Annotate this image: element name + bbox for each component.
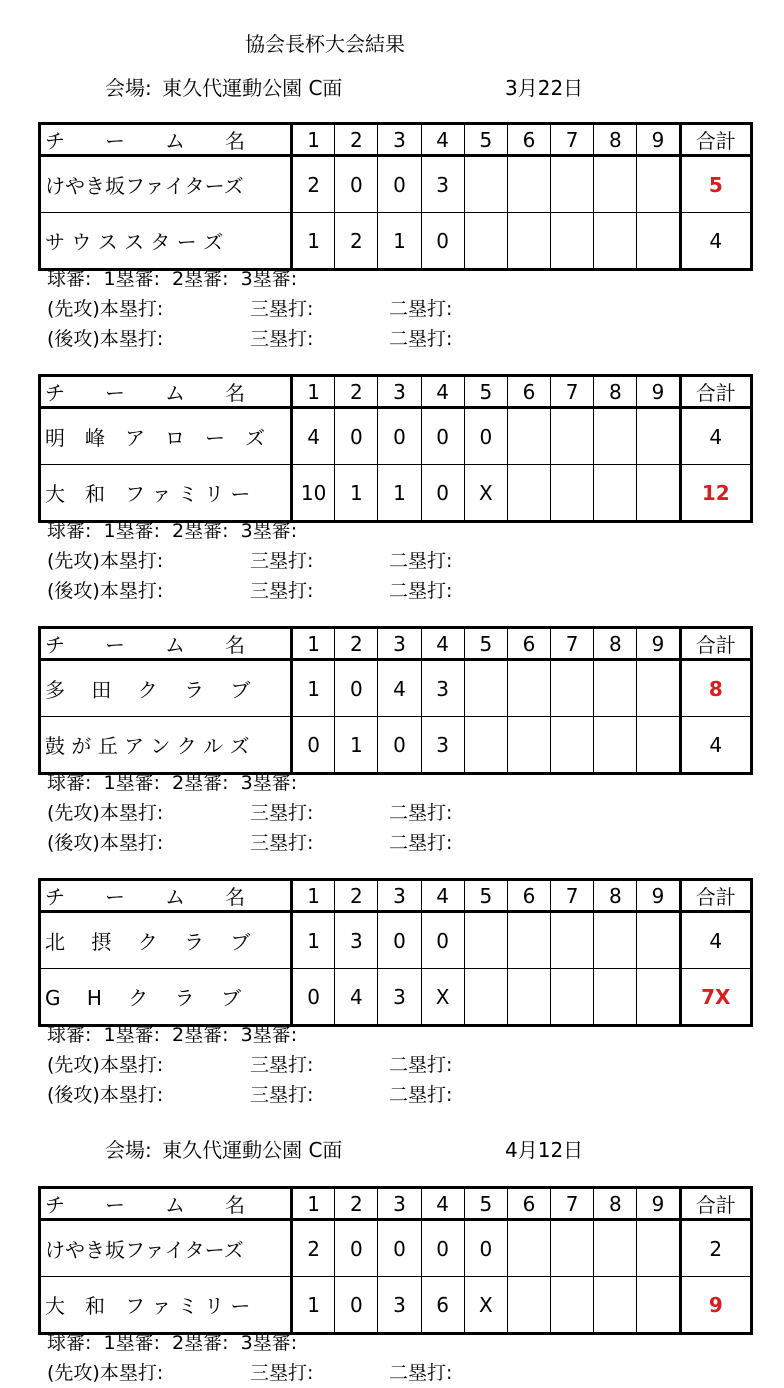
inning-score <box>637 408 680 465</box>
team-name-header: チ ー ム 名 <box>41 1189 292 1220</box>
inning-score: X <box>421 969 464 1025</box>
double-label: 二塁打: <box>389 298 453 320</box>
inning-score: 0 <box>464 1220 507 1277</box>
inning-score: 3 <box>421 156 464 213</box>
team-row <box>41 465 751 521</box>
inning-header: 6 <box>507 377 550 408</box>
inning-score: 2 <box>292 156 335 213</box>
inning-score <box>507 1220 550 1277</box>
inning-score <box>637 660 680 717</box>
header-row <box>41 125 751 156</box>
scoreboard-table <box>40 1188 751 1333</box>
inning-score: 3 <box>378 969 421 1025</box>
inning-score <box>637 1277 680 1333</box>
scoreboard-table <box>40 880 751 1025</box>
inning-header: 5 <box>464 125 507 156</box>
double-label: 二塁打: <box>389 802 453 824</box>
inning-header: 3 <box>378 377 421 408</box>
team-name: 多 田 ク ラ ブ <box>41 660 292 717</box>
inning-score: 0 <box>378 408 421 465</box>
inning-score: 0 <box>292 969 335 1025</box>
inning-score <box>551 465 594 521</box>
inning-header: 5 <box>464 629 507 660</box>
game-notes <box>47 264 453 354</box>
header-row <box>41 629 751 660</box>
homerun-label: 本塁打: <box>99 1054 164 1076</box>
total-score: 9 <box>680 1277 750 1333</box>
batting-order-label: (先攻) <box>47 550 100 572</box>
total-score: 7X <box>680 969 750 1025</box>
inning-score: 1 <box>292 660 335 717</box>
inning-header: 2 <box>335 629 378 660</box>
total-score: 8 <box>680 660 750 717</box>
triple-label: 三塁打: <box>250 298 314 320</box>
inning-score <box>637 213 680 269</box>
inning-header: 2 <box>335 377 378 408</box>
inning-header: 8 <box>594 881 637 912</box>
total-header: 合計 <box>680 629 750 660</box>
inning-header: 7 <box>551 629 594 660</box>
inning-score <box>551 717 594 773</box>
inning-score <box>464 969 507 1025</box>
umpires-label: 球審: 1塁審: 2塁審: 3塁審: <box>47 268 298 290</box>
umpires-label: 球審: 1塁審: 2塁審: 3塁審: <box>47 520 298 542</box>
inning-score <box>594 1277 637 1333</box>
scoreboard-table <box>40 376 751 521</box>
total-header: 合計 <box>680 1189 750 1220</box>
homerun-label: 本塁打: <box>99 580 164 602</box>
team-name: けやき坂ファイターズ <box>41 1220 292 1277</box>
venue-date: 3月22日 <box>505 76 584 100</box>
inning-score: 6 <box>421 1277 464 1333</box>
team-row <box>41 408 751 465</box>
inning-score <box>594 213 637 269</box>
venue-date: 4月12日 <box>505 1138 584 1162</box>
inning-score <box>594 156 637 213</box>
triple-label: 三塁打: <box>250 550 314 572</box>
total-score: 4 <box>680 408 750 465</box>
umpires-line <box>47 1020 297 1050</box>
game-notes <box>47 516 453 606</box>
inning-score: 1 <box>292 213 335 269</box>
homerun-label: 本塁打: <box>99 802 164 824</box>
batting-order-label: (先攻) <box>47 802 100 824</box>
inning-score: 3 <box>335 912 378 969</box>
inning-score <box>637 156 680 213</box>
homerun-label: 本塁打: <box>99 1362 164 1384</box>
first-batting-hits-line <box>47 1050 453 1080</box>
inning-header: 8 <box>594 1189 637 1220</box>
inning-header: 3 <box>378 1189 421 1220</box>
inning-header: 3 <box>378 629 421 660</box>
inning-score <box>551 1277 594 1333</box>
inning-score: 1 <box>292 1277 335 1333</box>
team-name: 大 和 フ ァ ミ リ ー <box>41 465 292 521</box>
inning-score: 2 <box>292 1220 335 1277</box>
double-label: 二塁打: <box>389 1362 453 1384</box>
inning-score: 0 <box>378 912 421 969</box>
inning-score: 0 <box>378 1220 421 1277</box>
inning-score <box>507 969 550 1025</box>
batting-order-label: (先攻) <box>47 1054 100 1076</box>
inning-score: 3 <box>421 717 464 773</box>
first-batting-hits-line <box>47 1358 453 1388</box>
inning-score: 0 <box>335 1277 378 1333</box>
inning-header: 1 <box>292 377 335 408</box>
inning-header: 5 <box>464 377 507 408</box>
total-score: 2 <box>680 1220 750 1277</box>
total-header: 合計 <box>680 377 750 408</box>
venue-line <box>105 72 584 101</box>
inning-header: 1 <box>292 629 335 660</box>
team-name: サ ウ ス ス タ ー ズ <box>41 213 292 269</box>
inning-score <box>464 660 507 717</box>
inning-header: 8 <box>594 125 637 156</box>
inning-header: 1 <box>292 1189 335 1220</box>
header-row <box>41 1189 751 1220</box>
inning-header: 9 <box>637 377 680 408</box>
team-row <box>41 912 751 969</box>
team-name-header: チ ー ム 名 <box>41 125 292 156</box>
total-score: 12 <box>680 465 750 521</box>
homerun-label: 本塁打: <box>99 328 164 350</box>
inning-score: 1 <box>335 465 378 521</box>
inning-header: 4 <box>421 629 464 660</box>
scoreboard-table <box>40 628 751 773</box>
header-row <box>41 881 751 912</box>
inning-score <box>507 1277 550 1333</box>
inning-header: 7 <box>551 881 594 912</box>
inning-score <box>551 213 594 269</box>
team-row <box>41 1220 751 1277</box>
inning-score <box>551 660 594 717</box>
team-name: G H ク ラ ブ <box>41 969 292 1025</box>
batting-order-label: (後攻) <box>47 832 100 854</box>
inning-header: 4 <box>421 881 464 912</box>
inning-score <box>594 465 637 521</box>
triple-label: 三塁打: <box>250 580 314 602</box>
inning-header: 6 <box>507 125 550 156</box>
batting-order-label: (後攻) <box>47 1084 100 1106</box>
inning-header: 1 <box>292 881 335 912</box>
inning-header: 9 <box>637 1189 680 1220</box>
inning-score: 1 <box>335 717 378 773</box>
team-name-header: チ ー ム 名 <box>41 881 292 912</box>
game-notes <box>47 1020 453 1110</box>
game-notes <box>47 768 453 858</box>
inning-score <box>507 156 550 213</box>
inning-header: 4 <box>421 125 464 156</box>
team-name: 明 峰 ア ロ ー ズ <box>41 408 292 465</box>
inning-score: 0 <box>335 408 378 465</box>
inning-header: 1 <box>292 125 335 156</box>
double-label: 二塁打: <box>389 328 453 350</box>
double-label: 二塁打: <box>389 580 453 602</box>
team-name: 鼓 が 丘 ア ン ク ル ズ <box>41 717 292 773</box>
inning-score: 0 <box>421 1220 464 1277</box>
inning-score: 0 <box>335 156 378 213</box>
inning-score: 0 <box>335 1220 378 1277</box>
inning-score <box>464 717 507 773</box>
inning-score: 1 <box>378 465 421 521</box>
umpires-label: 球審: 1塁審: 2塁審: 3塁審: <box>47 772 298 794</box>
triple-label: 三塁打: <box>250 1362 314 1384</box>
inning-score <box>551 969 594 1025</box>
game-notes <box>47 1328 453 1388</box>
inning-score: 4 <box>378 660 421 717</box>
team-row <box>41 1277 751 1333</box>
inning-score <box>507 912 550 969</box>
double-label: 二塁打: <box>389 832 453 854</box>
inning-score: 0 <box>421 213 464 269</box>
inning-score <box>637 912 680 969</box>
inning-header: 6 <box>507 1189 550 1220</box>
inning-header: 5 <box>464 1189 507 1220</box>
inning-header: 7 <box>551 1189 594 1220</box>
batting-order-label: (先攻) <box>47 1362 100 1384</box>
inning-header: 7 <box>551 125 594 156</box>
inning-score: X <box>464 465 507 521</box>
umpires-line <box>47 1328 297 1358</box>
double-label: 二塁打: <box>389 1054 453 1076</box>
venue-place: 東久代運動公園 C面 <box>162 1138 343 1162</box>
umpires-line <box>47 768 297 798</box>
inning-score <box>551 408 594 465</box>
inning-header: 9 <box>637 629 680 660</box>
team-name-header: チ ー ム 名 <box>41 377 292 408</box>
inning-score <box>464 912 507 969</box>
header-row <box>41 377 751 408</box>
second-batting-hits-line <box>47 576 453 606</box>
inning-score: 0 <box>292 717 335 773</box>
inning-header: 5 <box>464 881 507 912</box>
inning-score <box>507 408 550 465</box>
inning-score <box>551 1220 594 1277</box>
inning-score: 3 <box>378 1277 421 1333</box>
double-label: 二塁打: <box>389 550 453 572</box>
inning-header: 2 <box>335 881 378 912</box>
venue-label: 会場: <box>105 76 152 100</box>
inning-score <box>464 156 507 213</box>
inning-score: 0 <box>421 465 464 521</box>
inning-score: 4 <box>292 408 335 465</box>
inning-score: 0 <box>421 408 464 465</box>
inning-score: 1 <box>378 213 421 269</box>
venue-line <box>105 1134 584 1163</box>
umpires-line <box>47 264 297 294</box>
inning-header: 6 <box>507 629 550 660</box>
inning-score: 0 <box>335 660 378 717</box>
inning-score <box>594 969 637 1025</box>
umpires-label: 球審: 1塁審: 2塁審: 3塁審: <box>47 1024 298 1046</box>
inning-header: 2 <box>335 1189 378 1220</box>
inning-score <box>551 912 594 969</box>
inning-score: 4 <box>335 969 378 1025</box>
team-row <box>41 969 751 1025</box>
triple-label: 三塁打: <box>250 802 314 824</box>
team-row <box>41 717 751 773</box>
inning-score: 10 <box>292 465 335 521</box>
triple-label: 三塁打: <box>250 1054 314 1076</box>
umpires-line <box>47 516 297 546</box>
venue-label: 会場: <box>105 1138 152 1162</box>
inning-header: 8 <box>594 629 637 660</box>
inning-score <box>594 912 637 969</box>
inning-score: 2 <box>335 213 378 269</box>
inning-score <box>637 717 680 773</box>
inning-score <box>594 408 637 465</box>
venue-place: 東久代運動公園 C面 <box>162 76 343 100</box>
triple-label: 三塁打: <box>250 832 314 854</box>
inning-header: 7 <box>551 377 594 408</box>
inning-header: 8 <box>594 377 637 408</box>
batting-order-label: (後攻) <box>47 328 100 350</box>
inning-score <box>594 660 637 717</box>
homerun-label: 本塁打: <box>99 550 164 572</box>
inning-score: 0 <box>464 408 507 465</box>
inning-header: 9 <box>637 125 680 156</box>
homerun-label: 本塁打: <box>99 832 164 854</box>
team-row <box>41 660 751 717</box>
inning-header: 9 <box>637 881 680 912</box>
inning-header: 3 <box>378 881 421 912</box>
inning-score <box>507 660 550 717</box>
inning-score <box>464 213 507 269</box>
inning-score <box>551 156 594 213</box>
total-header: 合計 <box>680 881 750 912</box>
homerun-label: 本塁打: <box>99 298 164 320</box>
total-score: 5 <box>680 156 750 213</box>
inning-header: 6 <box>507 881 550 912</box>
double-label: 二塁打: <box>389 1084 453 1106</box>
team-name: けやき坂ファイターズ <box>41 156 292 213</box>
triple-label: 三塁打: <box>250 1084 314 1106</box>
first-batting-hits-line <box>47 798 453 828</box>
total-score: 4 <box>680 717 750 773</box>
total-header: 合計 <box>680 125 750 156</box>
inning-score: 1 <box>292 912 335 969</box>
second-batting-hits-line <box>47 1080 453 1110</box>
inning-score: 0 <box>378 156 421 213</box>
inning-header: 2 <box>335 125 378 156</box>
inning-header: 4 <box>421 1189 464 1220</box>
page-title: 協会長杯大会結果 <box>245 32 405 56</box>
triple-label: 三塁打: <box>250 328 314 350</box>
second-batting-hits-line <box>47 324 453 354</box>
inning-score: 3 <box>421 660 464 717</box>
batting-order-label: (先攻) <box>47 298 100 320</box>
first-batting-hits-line <box>47 294 453 324</box>
homerun-label: 本塁打: <box>99 1084 164 1106</box>
total-score: 4 <box>680 213 750 269</box>
inning-score <box>637 969 680 1025</box>
total-score: 4 <box>680 912 750 969</box>
inning-score <box>507 213 550 269</box>
team-name: 北 摂 ク ラ ブ <box>41 912 292 969</box>
scoreboard-table <box>40 124 751 269</box>
inning-score: 0 <box>378 717 421 773</box>
inning-header: 3 <box>378 125 421 156</box>
batting-order-label: (後攻) <box>47 580 100 602</box>
umpires-label: 球審: 1塁審: 2塁審: 3塁審: <box>47 1332 298 1354</box>
inning-score: X <box>464 1277 507 1333</box>
inning-score: 0 <box>421 912 464 969</box>
inning-score <box>507 717 550 773</box>
inning-score <box>637 465 680 521</box>
inning-score <box>594 1220 637 1277</box>
inning-header: 4 <box>421 377 464 408</box>
first-batting-hits-line <box>47 546 453 576</box>
team-name: 大 和 フ ァ ミ リ ー <box>41 1277 292 1333</box>
second-batting-hits-line <box>47 828 453 858</box>
team-row <box>41 213 751 269</box>
inning-score <box>637 1220 680 1277</box>
inning-score <box>594 717 637 773</box>
team-row <box>41 156 751 213</box>
team-name-header: チ ー ム 名 <box>41 629 292 660</box>
inning-score <box>507 465 550 521</box>
